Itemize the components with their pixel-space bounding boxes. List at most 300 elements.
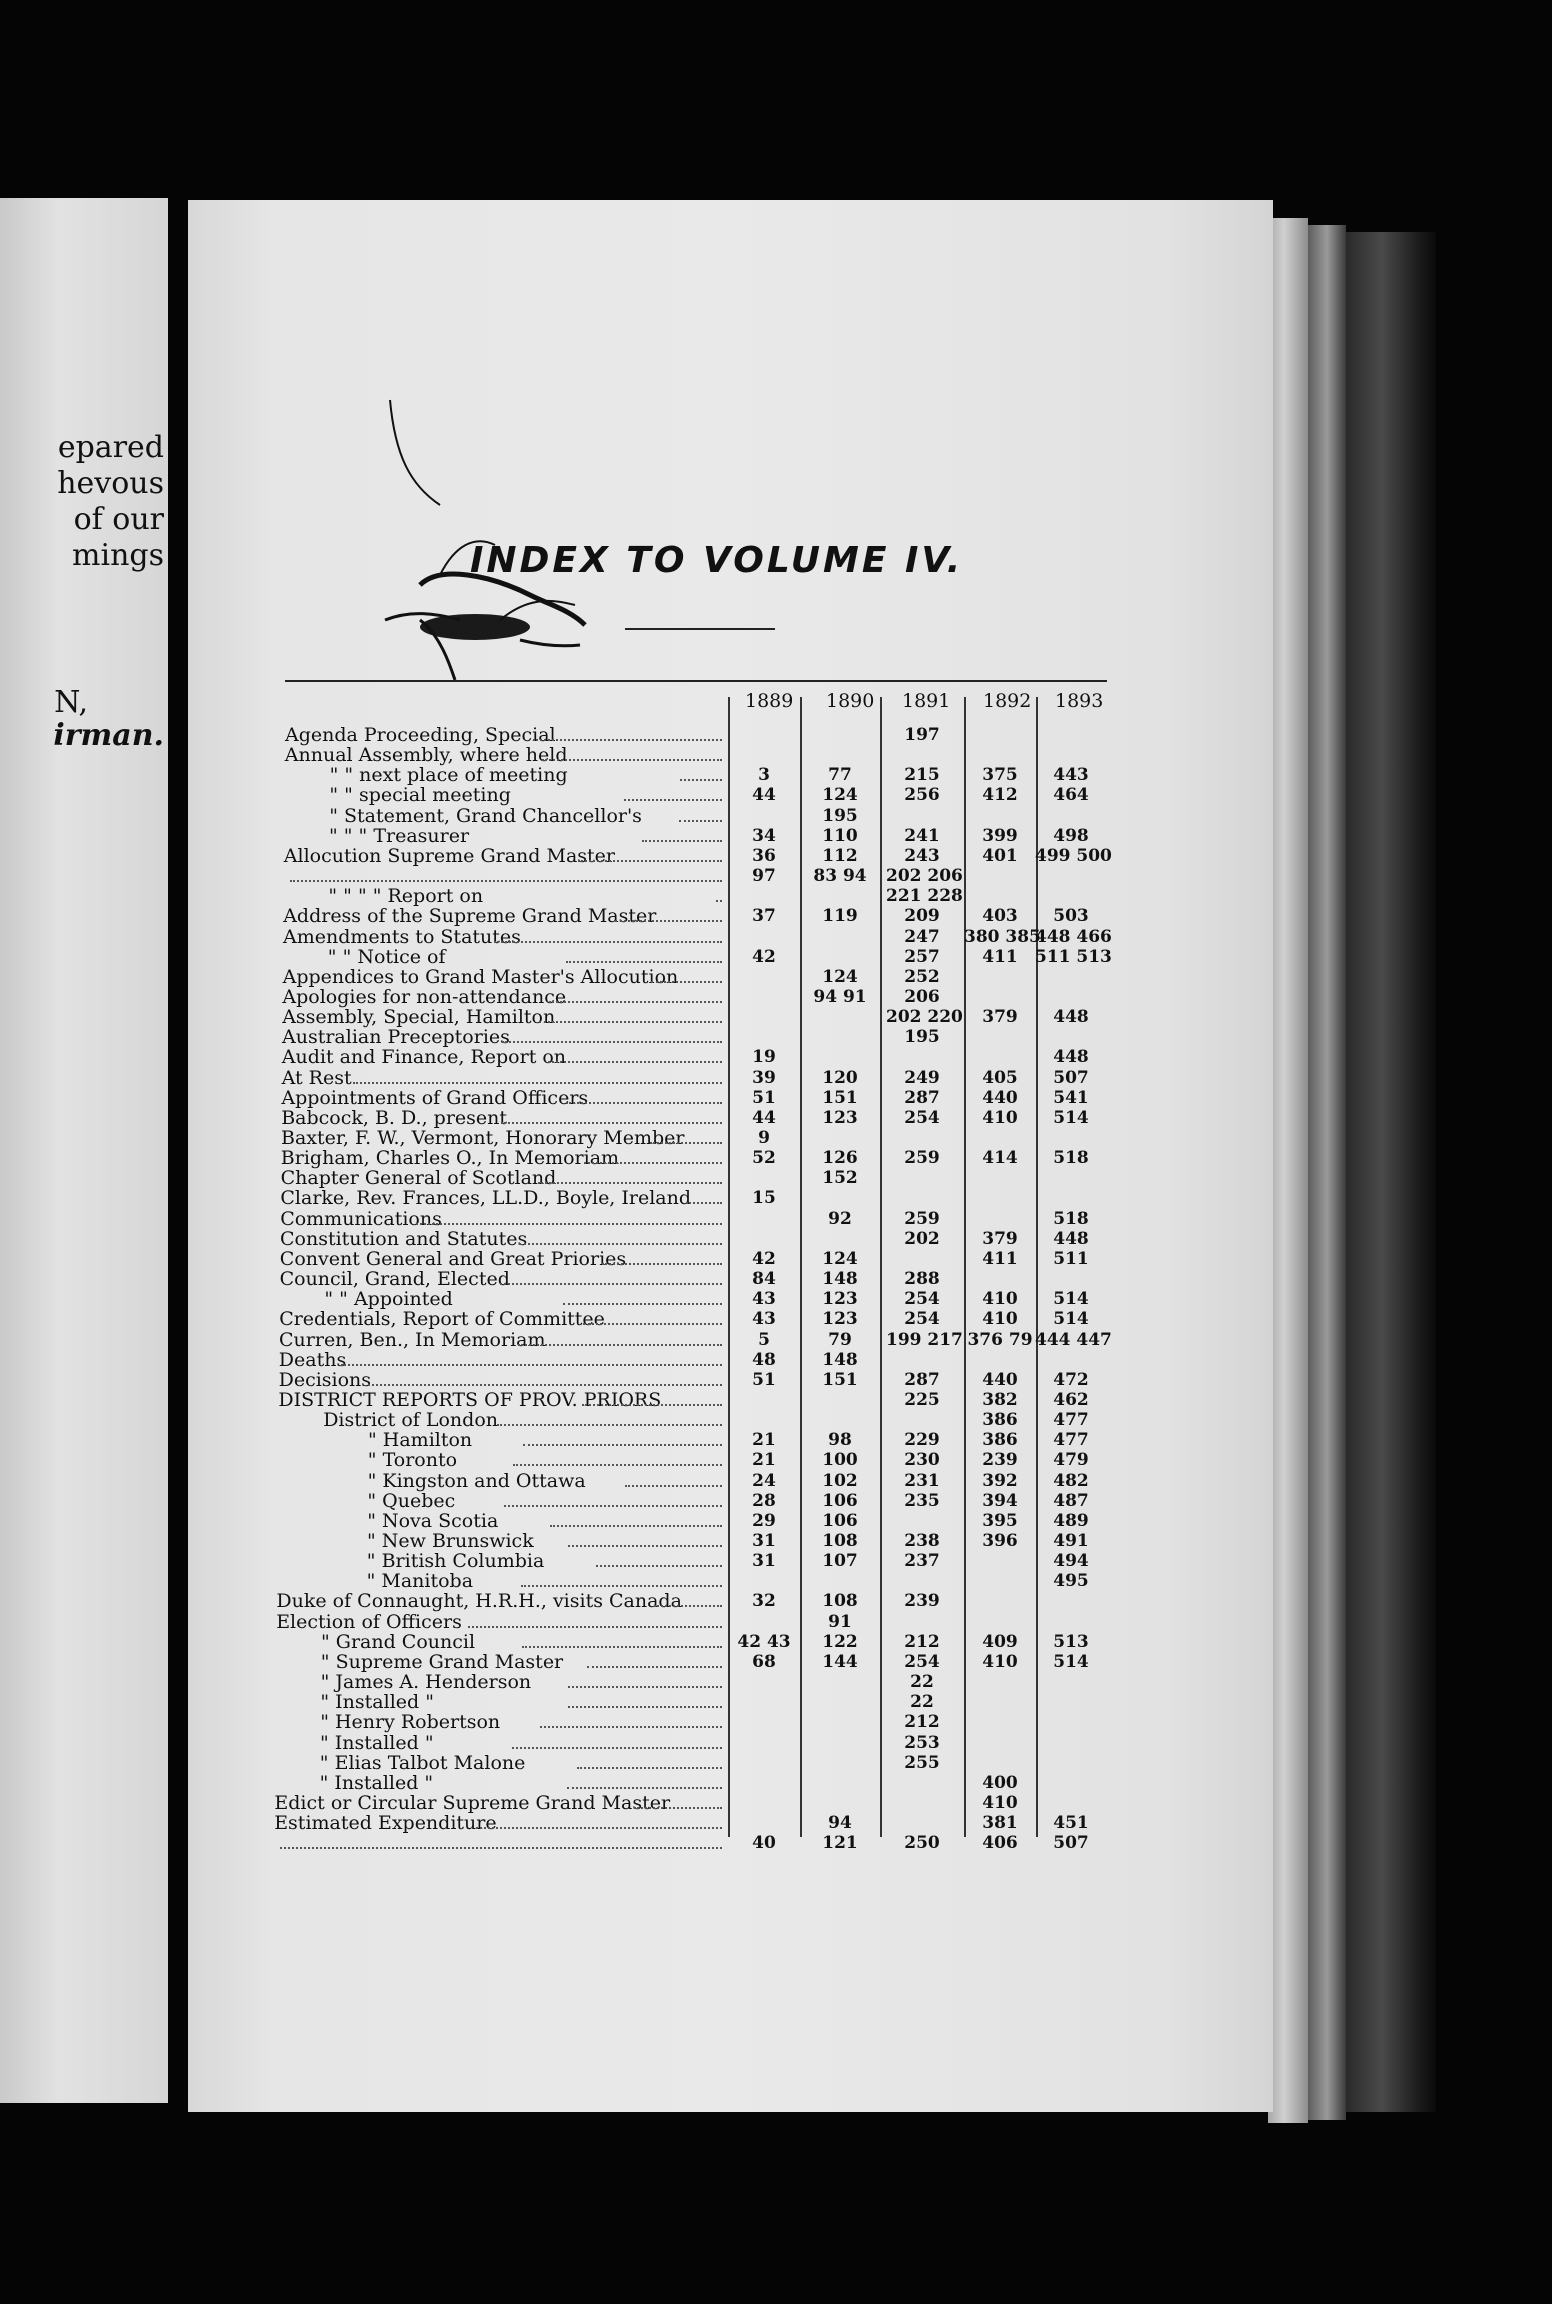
index-entry	[0, 1027, 1552, 1047]
leader-dots	[615, 918, 722, 922]
page-ref-1890: 148	[822, 1269, 858, 1290]
index-entry	[0, 1088, 1552, 1108]
entry-label: " Kingston and Ottawa	[367, 1469, 586, 1492]
page-ref-1892: 440	[982, 1087, 1018, 1108]
page-ref-1890: 94 91	[813, 986, 867, 1007]
index-entry	[0, 927, 1552, 947]
page-ref-1893: 443	[1053, 765, 1089, 786]
page-ref-1891: 231	[904, 1470, 940, 1491]
page-ref-1890: 122	[822, 1631, 858, 1652]
title-rule	[625, 628, 775, 630]
page-ref-1892: 381	[982, 1813, 1018, 1834]
page-ref-1891: 256	[904, 785, 940, 806]
index-entry	[0, 1551, 1552, 1571]
leader-dots	[566, 959, 722, 963]
entry-label: Clarke, Rev. Frances, LL.D., Boyle, Ireland	[280, 1187, 692, 1210]
page-ref-1890: 126	[822, 1148, 858, 1169]
page-ref-1891: 259	[904, 1208, 940, 1229]
entry-label: " Toronto	[367, 1449, 458, 1472]
page-ref-1890: 144	[822, 1651, 858, 1672]
page-ref-1893: 507	[1053, 1067, 1089, 1088]
left-page-line: hevous	[57, 466, 164, 501]
index-entry	[0, 1652, 1552, 1672]
index-entry	[0, 1007, 1552, 1027]
index-entry	[0, 826, 1552, 846]
page-ref-1889: 51	[752, 1369, 776, 1390]
entry-label: Audit and Finance, Report on	[281, 1046, 567, 1069]
entry-label: Edict or Circular Supreme Grand Master	[274, 1791, 671, 1814]
page-ref-1890: 79	[828, 1329, 852, 1350]
page-ref-1889: 39	[752, 1067, 776, 1088]
page-ref-1892: 392	[982, 1470, 1018, 1491]
page-ref-1891: 202	[904, 1228, 940, 1249]
page-ref-1893: 514	[1053, 1289, 1089, 1310]
left-page-line: irman.	[53, 718, 164, 753]
leader-dots	[680, 777, 722, 781]
page-ref-1891: 199 217	[886, 1329, 963, 1350]
page-ref-1892: 239	[982, 1450, 1018, 1471]
left-page-line: epared	[57, 430, 164, 465]
page-ref-1889: 42 43	[737, 1631, 791, 1652]
entry-label: Council, Grand, Elected	[279, 1268, 510, 1291]
table-header-rule	[285, 680, 1107, 682]
leader-dots	[642, 838, 722, 842]
leader-dots	[341, 1362, 722, 1366]
index-entry	[0, 1813, 1552, 1833]
index-entry	[0, 1753, 1552, 1773]
entry-label: Estimated Expenditure	[274, 1812, 497, 1835]
page-ref-1891: 237	[904, 1551, 940, 1572]
page-ref-1889: 42	[752, 946, 776, 967]
entry-label: " Quebec	[367, 1489, 456, 1512]
leader-dots	[548, 1059, 722, 1063]
leader-dots	[650, 1140, 722, 1144]
leader-dots	[563, 1301, 722, 1305]
page-ref-1890: 92	[828, 1208, 852, 1229]
page-ref-1891: 212	[904, 1712, 940, 1733]
entry-label: " James A. Henderson	[320, 1671, 532, 1694]
index-entry	[0, 1471, 1552, 1491]
page-ref-1891: 247	[904, 926, 940, 947]
page-ref-1893: 511	[1053, 1248, 1089, 1269]
entry-label: Appendices to Grand Master's Allocution	[282, 965, 679, 988]
entry-label: " Statement, Grand Chancellor's	[329, 804, 642, 827]
index-entry	[0, 1793, 1552, 1813]
page-ref-1891: 257	[904, 946, 940, 967]
page-ref-1892: 410	[982, 1792, 1018, 1813]
entry-label: " Nova Scotia	[367, 1509, 499, 1532]
page-ref-1891: 252	[904, 966, 940, 987]
index-entry	[0, 1733, 1552, 1753]
index-entry	[0, 1511, 1552, 1531]
index-entry	[0, 1128, 1552, 1148]
page-ref-1889: 21	[752, 1450, 776, 1471]
entry-label: Decisions	[278, 1368, 372, 1391]
page-ref-1890: 119	[822, 906, 858, 927]
leader-dots	[538, 1180, 722, 1184]
entry-label: " Henry Robertson	[320, 1711, 501, 1734]
page-title: INDEX TO VOLUME IV.	[470, 540, 964, 581]
index-entry	[0, 1410, 1552, 1430]
leader-dots	[523, 1442, 722, 1446]
entry-label: Annual Assembly, where held	[284, 744, 568, 767]
index-entry	[0, 745, 1552, 765]
index-entry	[0, 1571, 1552, 1591]
page-ref-1891: 230	[904, 1450, 940, 1471]
index-entry	[0, 1330, 1552, 1350]
page-ref-1892: 386	[982, 1430, 1018, 1451]
page-ref-1890: 120	[822, 1067, 858, 1088]
page-ref-1893: 477	[1053, 1410, 1089, 1431]
page-ref-1889: 24	[752, 1470, 776, 1491]
entry-label: Address of the Supreme Grand Master	[283, 905, 657, 928]
leader-dots	[533, 737, 722, 741]
year-header: 1889	[745, 690, 794, 712]
index-entry	[0, 1249, 1552, 1269]
leader-dots	[568, 1704, 722, 1708]
page-ref-1889: 51	[752, 1087, 776, 1108]
entry-label: Apologies for non-attendance	[282, 985, 567, 1008]
page-ref-1893: 498	[1053, 825, 1089, 846]
leader-dots	[512, 1745, 722, 1749]
leader-dots	[582, 1402, 722, 1406]
entry-label: " New Brunswick	[367, 1530, 534, 1552]
page-ref-1891: 209	[904, 906, 940, 927]
entry-label: " " next place of meeting	[329, 764, 568, 787]
index-entry	[0, 1148, 1552, 1168]
page-ref-1889: 15	[752, 1188, 776, 1209]
index-entry	[0, 1450, 1552, 1470]
page-ref-1891: 225	[904, 1389, 940, 1410]
index-entry	[0, 1047, 1552, 1067]
page-ref-1889: 43	[752, 1309, 776, 1330]
page-ref-1891: 249	[904, 1067, 940, 1088]
page-ref-1890: 106	[822, 1510, 858, 1531]
index-entry	[0, 1531, 1552, 1551]
index-entry	[0, 987, 1552, 1007]
page-ref-1893: 479	[1053, 1450, 1089, 1471]
entry-label: " Elias Talbot Malone	[319, 1751, 526, 1774]
leader-dots	[353, 1080, 722, 1084]
page-ref-1892: 406	[982, 1833, 1018, 1854]
page-ref-1893: 513	[1053, 1631, 1089, 1652]
index-entry	[0, 886, 1552, 906]
page-ref-1892: 375	[982, 765, 1018, 786]
page-ref-1891: 255	[904, 1752, 940, 1773]
leader-dots	[567, 1785, 722, 1789]
entry-label: Babcock, B. D., present	[281, 1106, 508, 1129]
index-entry	[0, 1612, 1552, 1632]
page-ref-1891: 253	[904, 1732, 940, 1753]
leader-dots	[280, 1845, 722, 1849]
page-ref-1893: 514	[1053, 1651, 1089, 1672]
leader-dots	[679, 818, 722, 822]
leader-dots	[521, 1583, 722, 1587]
page-ref-1891: 195	[904, 1027, 940, 1048]
index-entry	[0, 1309, 1552, 1329]
leader-dots	[577, 1765, 722, 1769]
leader-dots	[501, 1120, 722, 1124]
entry-label: DISTRICT REPORTS OF PROV. PRIORS	[278, 1388, 662, 1411]
page-ref-1891: 287	[904, 1087, 940, 1108]
index-entry	[0, 846, 1552, 866]
entry-label: Communications	[280, 1207, 442, 1230]
page-ref-1891: 239	[904, 1591, 940, 1612]
page-ref-1891: 238	[904, 1531, 940, 1551]
page-ref-1889: 52	[752, 1148, 776, 1169]
page-ref-1892: 412	[982, 785, 1018, 806]
page-ref-1891: 212	[904, 1631, 940, 1652]
page-ref-1891: 215	[904, 765, 940, 786]
page-ref-1890: 121	[822, 1833, 858, 1854]
page-ref-1893: 448 466	[1035, 926, 1112, 947]
index-entry	[0, 765, 1552, 785]
page-ref-1891: 254	[904, 1309, 940, 1330]
leader-dots	[584, 1160, 722, 1164]
page-ref-1890: 151	[822, 1369, 858, 1390]
index-entry	[0, 866, 1552, 886]
page-ref-1893: 464	[1053, 785, 1089, 806]
leader-dots	[494, 939, 722, 943]
page-ref-1889: 40	[752, 1833, 776, 1854]
index-entry	[0, 1229, 1552, 1249]
leader-dots	[416, 1221, 722, 1225]
index-entry	[0, 1491, 1552, 1511]
entry-label: " Installed "	[320, 1731, 434, 1754]
page-ref-1889: 44	[752, 1107, 776, 1128]
index-entry	[0, 1168, 1552, 1188]
page-ref-1889: 5	[758, 1329, 770, 1350]
page-ref-1893: 511 513	[1035, 946, 1112, 967]
page-ref-1891: 235	[904, 1490, 940, 1511]
year-header: 1891	[902, 690, 951, 712]
page-ref-1891: 254	[904, 1651, 940, 1672]
page-ref-1890: 148	[822, 1349, 858, 1370]
index-entry	[0, 725, 1552, 745]
entry-label: At Rest	[281, 1066, 352, 1089]
page-ref-1890: 106	[822, 1490, 858, 1511]
page-ref-1892: 410	[982, 1309, 1018, 1330]
leader-dots	[368, 1382, 722, 1386]
entry-label: " " special meeting	[329, 784, 511, 807]
leader-dots	[540, 1724, 722, 1728]
page-ref-1891: 22	[910, 1672, 934, 1693]
entry-label: " British Columbia	[366, 1550, 545, 1573]
index-entry	[0, 1188, 1552, 1208]
page-ref-1893: 491	[1053, 1531, 1089, 1551]
page-ref-1892: 376 79	[967, 1329, 1033, 1350]
page-ref-1889: 28	[752, 1490, 776, 1511]
page-ref-1893: 499 500	[1035, 845, 1112, 866]
leader-dots	[539, 1019, 722, 1023]
page-ref-1893: 444 447	[1035, 1329, 1112, 1350]
page-ref-1890: 123	[822, 1289, 858, 1310]
page-ref-1893: 472	[1053, 1369, 1089, 1390]
page-ref-1890: 77	[828, 765, 852, 786]
entry-label: Constitution and Statutes	[280, 1227, 528, 1250]
page-ref-1893: 507	[1053, 1833, 1089, 1854]
page-ref-1892: 414	[982, 1148, 1018, 1169]
page-ref-1891: 288	[904, 1269, 940, 1290]
leader-dots	[583, 1321, 722, 1325]
page-ref-1889: 44	[752, 785, 776, 806]
entry-label: " " Notice of	[327, 945, 446, 968]
entry-label: Allocution Supreme Grand Master	[283, 844, 615, 867]
leader-dots	[596, 1563, 722, 1567]
page-ref-1889: 34	[752, 825, 776, 846]
page-ref-1889: 43	[752, 1289, 776, 1310]
leader-dots	[716, 898, 722, 902]
page-ref-1891: 254	[904, 1107, 940, 1128]
page-ref-1889: 42	[752, 1248, 776, 1269]
index-entry	[0, 1833, 1552, 1853]
page-ref-1889: 48	[752, 1349, 776, 1370]
entry-label: " Installed "	[319, 1771, 434, 1794]
page-ref-1892: 396	[982, 1531, 1018, 1551]
page-ref-1892: 379	[982, 1007, 1018, 1028]
page-ref-1890: 124	[822, 966, 858, 987]
leader-dots	[497, 1422, 722, 1426]
entry-label: " Supreme Grand Master	[320, 1650, 564, 1673]
entry-label: Amendments to Statutes	[283, 925, 521, 948]
page-ref-1891: 287	[904, 1369, 940, 1390]
page-ref-1893: 477	[1053, 1430, 1089, 1451]
page-ref-1891: 243	[904, 845, 940, 866]
page-ref-1892: 400	[982, 1772, 1018, 1793]
page-ref-1891: 259	[904, 1148, 940, 1169]
leader-dots	[513, 1462, 722, 1466]
entry-label: Chapter General of Scotland	[280, 1167, 557, 1190]
page-ref-1893: 451	[1053, 1813, 1089, 1834]
page-ref-1892: 411	[982, 1248, 1018, 1269]
left-page-line: N,	[54, 685, 88, 720]
page-ref-1893: 495	[1053, 1571, 1089, 1592]
index-entry	[0, 1370, 1552, 1390]
page-ref-1890: 124	[822, 785, 858, 806]
leader-dots	[476, 1825, 723, 1829]
leader-dots	[634, 1805, 722, 1809]
page-ref-1893: 489	[1053, 1510, 1089, 1531]
page-ref-1889: 19	[752, 1047, 776, 1068]
page-ref-1889: 31	[752, 1551, 776, 1572]
page-ref-1892: 382	[982, 1389, 1018, 1410]
entry-label: Agenda Proceeding, Special	[285, 724, 556, 746]
page-ref-1890: 100	[822, 1450, 858, 1471]
leader-dots	[568, 1684, 722, 1688]
page-ref-1889: 68	[752, 1651, 776, 1672]
index-entry	[0, 947, 1552, 967]
page-ref-1891: 229	[904, 1430, 940, 1451]
page-ref-1893: 518	[1053, 1208, 1089, 1229]
entry-label: " Manitoba	[366, 1570, 474, 1593]
leader-dots	[519, 1241, 723, 1245]
leader-dots	[587, 1664, 722, 1668]
entry-label: Election of Officers	[276, 1610, 462, 1633]
page-ref-1890: 123	[822, 1309, 858, 1330]
page-ref-1892: 405	[982, 1067, 1018, 1088]
leader-dots	[624, 797, 722, 801]
entry-label: Convent General and Great Priories	[279, 1247, 627, 1270]
page-ref-1893: 448	[1053, 1228, 1089, 1249]
leader-dots	[568, 1543, 722, 1547]
page-ref-1889: 21	[752, 1430, 776, 1451]
page-ref-1892: 410	[982, 1289, 1018, 1310]
entry-label: " " " Treasurer	[329, 824, 470, 847]
page-ref-1892: 394	[982, 1490, 1018, 1511]
leader-dots	[578, 858, 722, 862]
page-ref-1890: 110	[822, 825, 858, 846]
leader-dots	[290, 878, 722, 882]
entry-label: Australian Preceptories	[282, 1026, 510, 1049]
page-ref-1891: 202 206	[886, 866, 963, 887]
page-ref-1890: 91	[828, 1611, 852, 1632]
page-ref-1890: 107	[822, 1551, 858, 1572]
page-ref-1893: 514	[1053, 1309, 1089, 1330]
page-ref-1890: 102	[822, 1470, 858, 1491]
entry-label: Credentials, Report of Committee	[279, 1308, 605, 1331]
page-ref-1889: 9	[758, 1128, 770, 1148]
index-entry	[0, 906, 1552, 926]
page-ref-1892: 386	[982, 1410, 1018, 1431]
page-ref-1889: 32	[752, 1591, 776, 1612]
index-entry	[0, 1430, 1552, 1450]
page-ref-1891: 241	[904, 825, 940, 846]
left-page-line: mings	[72, 538, 164, 573]
leader-dots	[504, 1503, 722, 1507]
entry-label: Curren, Ben., In Memoriam	[279, 1328, 546, 1351]
page-ref-1889: 97	[752, 866, 776, 887]
index-entry	[0, 1773, 1552, 1793]
page-ref-1892: 403	[982, 906, 1018, 927]
page-ref-1892: 440	[982, 1369, 1018, 1390]
leader-dots	[566, 1100, 722, 1104]
entry-label: " Hamilton	[368, 1429, 473, 1452]
page-ref-1890: 94	[828, 1813, 852, 1834]
page-ref-1892: 379	[982, 1228, 1018, 1249]
entry-label: Baxter, F. W., Vermont, Honorary Member	[281, 1127, 685, 1149]
page-ref-1892: 380 385	[964, 926, 1041, 947]
page-ref-1890: 108	[822, 1591, 858, 1612]
page-ref-1889: 37	[752, 906, 776, 927]
index-entry	[0, 806, 1552, 826]
index-entry	[0, 1108, 1552, 1128]
index-entry	[0, 1692, 1552, 1712]
leader-dots	[549, 999, 722, 1003]
leader-dots	[550, 1523, 722, 1527]
page-ref-1890: 151	[822, 1087, 858, 1108]
page-ref-1893: 541	[1053, 1087, 1089, 1108]
page-ref-1893: 462	[1053, 1389, 1089, 1410]
page-ref-1890: 195	[822, 805, 858, 826]
page-ref-1890: 83 94	[813, 866, 867, 887]
index-entry	[0, 967, 1552, 987]
year-header: 1892	[983, 690, 1032, 712]
index-entry	[0, 1350, 1552, 1370]
page-ref-1891: 197	[904, 725, 940, 745]
page-ref-1892: 409	[982, 1631, 1018, 1652]
index-entry	[0, 1209, 1552, 1229]
page-ref-1891: 254	[904, 1289, 940, 1310]
page-ref-1892: 410	[982, 1651, 1018, 1672]
page-ref-1891: 221 228	[886, 886, 963, 907]
page-ref-1893: 448	[1053, 1007, 1089, 1028]
index-entry	[0, 785, 1552, 805]
page-ref-1891: 250	[904, 1833, 940, 1854]
year-header: 1890	[826, 690, 875, 712]
index-entry	[0, 1068, 1552, 1088]
leader-dots	[651, 979, 722, 983]
left-page-line: of our	[73, 502, 164, 537]
